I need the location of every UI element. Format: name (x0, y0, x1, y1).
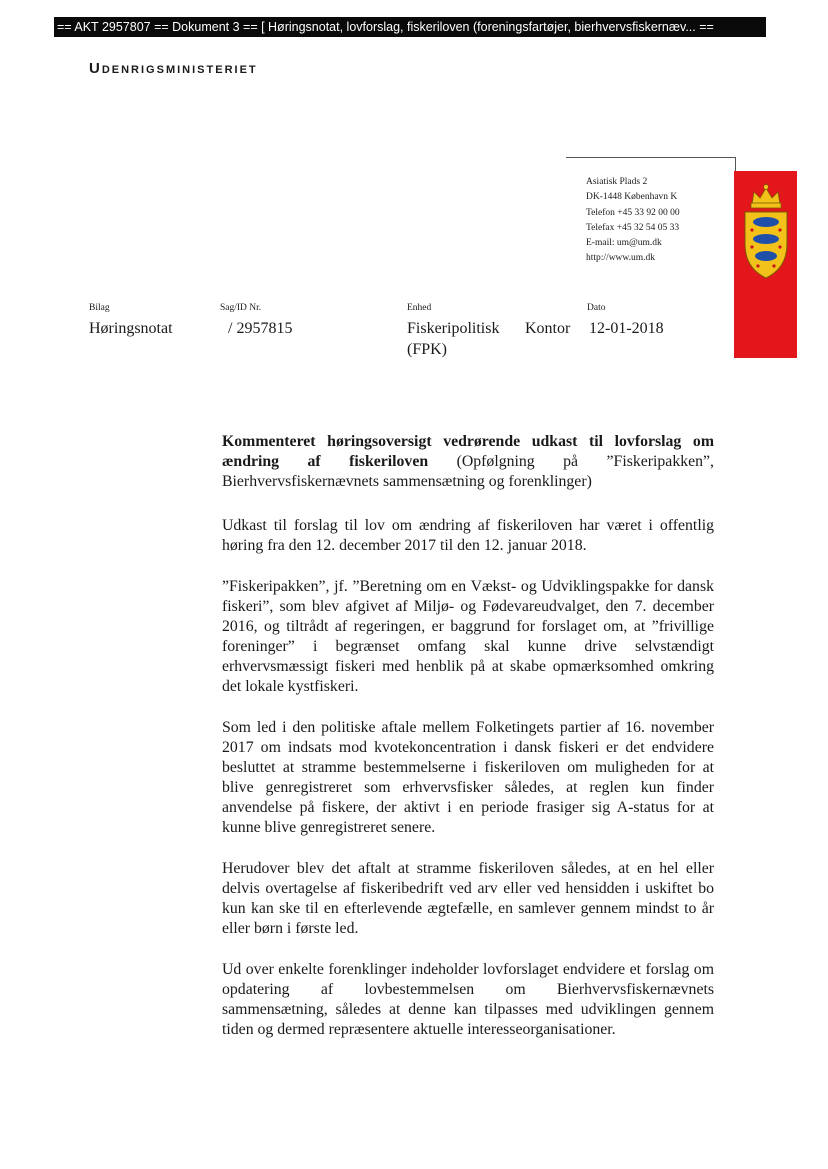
enhed-abbreviation: (FPK) (407, 341, 448, 358)
bilag-value: Høringsnotat (89, 320, 173, 337)
document-title-subtitle: (Opfølgning på ”Fiskeripakken”, Bierhvervsfiskernævnets sammensætning og forenklinger) (222, 453, 714, 490)
sag-value: / 2957815 (228, 320, 293, 337)
address-fax: Telefax +45 32 54 05 33 (586, 222, 680, 233)
ministry-name: Udenrigsministeriet (89, 60, 258, 77)
body-paragraph: ”Fiskeripakken”, jf. ”Beretning om en Vækst- og Udviklingspakke for dansk fiskeri”, som blev afgivet af Miljø- og Fødevareudvalget, den 7. december 2016, og tiltrådt af regeringen, er baggrund for forslaget om, at ”frivillige foreninger” i begrænset omfang skal kunne drive selvstændigt erhvervsmæssigt fiskeri med henblik på at skabe opmærksomhed omkring det lokale kystfiskeri. (222, 578, 714, 695)
address-street: Asiatisk Plads 2 (586, 177, 648, 187)
dato-value: 12-01-2018 (589, 320, 664, 337)
body-paragraph: Herudover blev det aftalt at stramme fiskeriloven således, at en hel eller delvis overtagelse af fiskeribedrift ved arv eller ved hensidden i uskiftet bo kun kan ske til en efterlevende ægtefælle, en samlever gennem mindst to år eller børn i første led. (222, 860, 714, 937)
document-header-bar: == AKT 2957807 == Dokument 3 == [ Høringsnotat, lovforslag, fiskeriloven (foreningsfartøjer, bierhvervsfiskernæv... == (54, 17, 766, 37)
address-block (586, 175, 680, 267)
address-email: E-mail: um@um.dk (586, 238, 662, 249)
document-title (222, 432, 714, 492)
address-web: http://www.um.dk (586, 253, 656, 264)
dato-label: Dato (587, 303, 606, 313)
document-title-bold: Kommenteret høringsoversigt vedrørende udkast til lovforslag om ændring af fiskeriloven (222, 433, 714, 470)
enhed-label: Enhed (407, 303, 432, 313)
address-city: DK-1448 København K (586, 192, 678, 203)
body-paragraph: Udkast til forslag til lov om ændring af fiskeriloven har været i offentlig høring fra den 12. december 2017 til den 12. januar 2018. (222, 517, 714, 554)
coat-of-arms-icon (740, 182, 792, 280)
sag-label: Sag/ID Nr. (220, 303, 262, 313)
bilag-label: Bilag (89, 303, 110, 313)
header-rule-horizontal (566, 157, 736, 158)
enhed-kontor: Kontor (525, 320, 571, 337)
document-body (222, 432, 714, 1061)
body-paragraph: Ud over enkelte forenklinger indeholder lovforslaget endvidere et forslag om opdatering af lovbestemmelsen om Bierhvervsfiskernævnets sammensætning, således at denne kan tilpasses med udviklingen gennem tiden og dermed repræsentere aktuelle interesseorganisationer. (222, 961, 714, 1038)
enhed-value: Fiskeripolitisk (407, 320, 500, 337)
address-phone: Telefon +45 33 92 00 00 (586, 207, 680, 218)
body-paragraph: Som led i den politiske aftale mellem Folketingets partier af 16. november 2017 om indsats mod kvotekoncentration i dansk fiskeri er det endvidere besluttet at stramme bestemmelserne i fiskeriloven om muligheden for at blive genregistreret som erhvervsfisker således, at reglen kun finder anvendelse på fiskere, der aktivt i en periode frasiger sig A-status for at kunne blive genregistreret senere. (222, 719, 714, 836)
